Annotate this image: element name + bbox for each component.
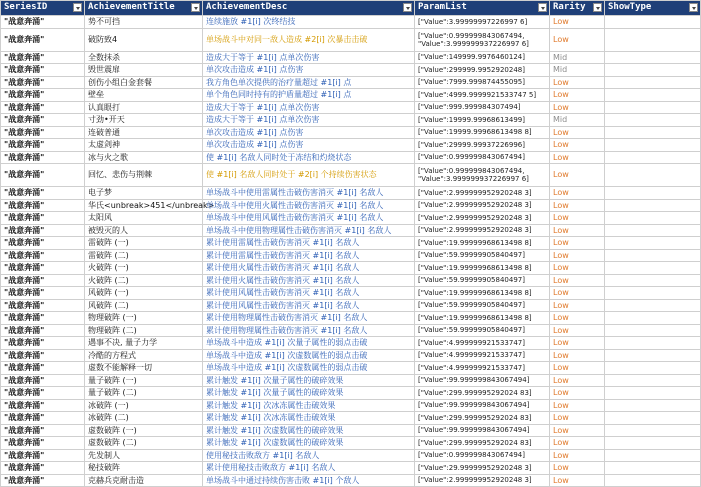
- cell-param-list[interactable]: ["Value":0.999999843067494, "Value":3.999999937226997 6]: [415, 164, 550, 187]
- cell-rarity[interactable]: Mid: [550, 64, 605, 77]
- cell-rarity[interactable]: Low: [550, 249, 605, 262]
- cell-achievement-desc[interactable]: 单场战斗中使用物理属性击破伤害消灭 #1[i] 名敌人: [203, 224, 415, 237]
- cell-rarity[interactable]: Low: [550, 387, 605, 400]
- cell-achievement-title[interactable]: 秘技破阵: [85, 462, 203, 475]
- cell-series-id[interactable]: "战意奔涌": [1, 249, 85, 262]
- cell-achievement-desc[interactable]: 累计触发 #1[i] 次量子属性的破碎效果: [203, 374, 415, 387]
- cell-rarity[interactable]: Low: [550, 224, 605, 237]
- cell-show-type[interactable]: [605, 151, 701, 164]
- cell-rarity[interactable]: Low: [550, 28, 605, 51]
- cell-rarity[interactable]: Low: [550, 374, 605, 387]
- table-row[interactable]: [1, 114, 701, 127]
- cell-achievement-title[interactable]: 物理破阵 (二): [85, 324, 203, 337]
- cell-show-type[interactable]: [605, 51, 701, 64]
- cell-param-list[interactable]: ["Value":7999.999874455095]: [415, 76, 550, 89]
- table-row[interactable]: [1, 224, 701, 237]
- table-row[interactable]: [1, 64, 701, 77]
- cell-achievement-desc[interactable]: 单场战斗中造成 #1[i] 次虚数属性的弱点击破: [203, 349, 415, 362]
- table-row[interactable]: [1, 139, 701, 152]
- cell-rarity[interactable]: Low: [550, 101, 605, 114]
- cell-param-list[interactable]: ["Value":19.99999968613498 8]: [415, 287, 550, 300]
- cell-rarity[interactable]: Low: [550, 362, 605, 375]
- cell-achievement-title[interactable]: 太虚剑神: [85, 139, 203, 152]
- table-row[interactable]: [1, 287, 701, 300]
- cell-achievement-desc[interactable]: 单场战斗中使用火属性击破伤害消灭 #1[i] 名敌人: [203, 199, 415, 212]
- cell-rarity[interactable]: Low: [550, 237, 605, 250]
- cell-param-list[interactable]: ["Value":19999.99968613499]: [415, 114, 550, 127]
- table-row[interactable]: [1, 101, 701, 114]
- cell-show-type[interactable]: [605, 262, 701, 275]
- table-row[interactable]: [1, 28, 701, 51]
- cell-achievement-desc[interactable]: 使用秘技击败敌方 #1[i] 名敌人: [203, 449, 415, 462]
- cell-show-type[interactable]: [605, 462, 701, 475]
- cell-achievement-title[interactable]: 雷破阵 (一): [85, 237, 203, 250]
- cell-show-type[interactable]: [605, 274, 701, 287]
- cell-param-list[interactable]: ["Value":99.999999843067494]: [415, 399, 550, 412]
- cell-achievement-title[interactable]: 虚数破阵 (一): [85, 424, 203, 437]
- cell-series-id[interactable]: "战意奔涌": [1, 89, 85, 102]
- cell-rarity[interactable]: Low: [550, 287, 605, 300]
- table-row[interactable]: [1, 151, 701, 164]
- cell-param-list[interactable]: ["Value":59.99999905840497]: [415, 324, 550, 337]
- cell-achievement-desc[interactable]: 单场战斗中通过持续伤害击败 #1[i] 个敌人: [203, 474, 415, 487]
- cell-achievement-desc[interactable]: 累计使用雷属性击破伤害消灭 #1[i] 名敌人: [203, 237, 415, 250]
- cell-series-id[interactable]: "战意奔涌": [1, 449, 85, 462]
- table-row[interactable]: [1, 412, 701, 425]
- cell-achievement-title[interactable]: 遇事不决, 量子力学: [85, 337, 203, 350]
- cell-param-list[interactable]: ["Value":19999.99968613498 8]: [415, 126, 550, 139]
- cell-series-id[interactable]: "战意奔涌": [1, 399, 85, 412]
- column-header-paramlist[interactable]: [415, 1, 550, 16]
- table-row[interactable]: [1, 324, 701, 337]
- cell-achievement-title[interactable]: 雷破阵 (二): [85, 249, 203, 262]
- cell-achievement-title[interactable]: 太阳风: [85, 212, 203, 225]
- cell-rarity[interactable]: Low: [550, 462, 605, 475]
- cell-param-list[interactable]: ["Value":299.999995292024 83]: [415, 412, 550, 425]
- cell-achievement-title[interactable]: 壁垒: [85, 89, 203, 102]
- column-header-achievementtitle[interactable]: [85, 1, 203, 16]
- cell-param-list[interactable]: ["Value":149999.9976460124]: [415, 51, 550, 64]
- cell-rarity[interactable]: Low: [550, 337, 605, 350]
- cell-series-id[interactable]: "战意奔涌": [1, 16, 85, 29]
- cell-achievement-title[interactable]: 冰破阵 (二): [85, 412, 203, 425]
- cell-param-list[interactable]: ["Value":59.99999905840497]: [415, 249, 550, 262]
- table-row[interactable]: [1, 424, 701, 437]
- cell-achievement-desc[interactable]: 累计使用秘技击败敌方 #1[i] 名敌人: [203, 462, 415, 475]
- cell-param-list[interactable]: ["Value":4.999999921533747]: [415, 349, 550, 362]
- cell-param-list[interactable]: ["Value":0.999999843067494]: [415, 151, 550, 164]
- table-row[interactable]: [1, 462, 701, 475]
- table-row[interactable]: [1, 274, 701, 287]
- cell-achievement-desc[interactable]: 累计使用火属性击破伤害消灭 #1[i] 名敌人: [203, 262, 415, 275]
- cell-achievement-desc[interactable]: 累计触发 #1[i] 次冰冻属性击破效果: [203, 412, 415, 425]
- cell-show-type[interactable]: [605, 237, 701, 250]
- cell-achievement-title[interactable]: 电子梦: [85, 187, 203, 200]
- table-row[interactable]: [1, 199, 701, 212]
- cell-param-list[interactable]: ["Value":2.999999952920248 3]: [415, 474, 550, 487]
- cell-show-type[interactable]: [605, 287, 701, 300]
- cell-param-list[interactable]: ["Value":4999.9999921533747 5]: [415, 89, 550, 102]
- cell-series-id[interactable]: "战意奔涌": [1, 437, 85, 450]
- cell-achievement-desc[interactable]: 单场战斗中对同一敌人造成 #2[i] 次暴击击破: [203, 28, 415, 51]
- cell-rarity[interactable]: Low: [550, 199, 605, 212]
- cell-series-id[interactable]: "战意奔涌": [1, 287, 85, 300]
- cell-series-id[interactable]: "战意奔涌": [1, 299, 85, 312]
- cell-param-list[interactable]: ["Value":2.999999952920248 3]: [415, 224, 550, 237]
- cell-achievement-desc[interactable]: 单次攻击造成 #1[i] 点伤害: [203, 126, 415, 139]
- cell-show-type[interactable]: [605, 212, 701, 225]
- table-row[interactable]: [1, 437, 701, 450]
- cell-param-list[interactable]: ["Value":99.999999843067494]: [415, 424, 550, 437]
- filter-dropdown-icon[interactable]: [191, 3, 200, 12]
- filter-dropdown-icon[interactable]: [689, 3, 698, 12]
- header-label: SeriesID: [4, 2, 48, 13]
- cell-achievement-title[interactable]: 创伤小组白金套餐: [85, 76, 203, 89]
- cell-series-id[interactable]: "战意奔涌": [1, 151, 85, 164]
- cell-achievement-title[interactable]: 虚数不能解释一切: [85, 362, 203, 375]
- header-label: ParamList: [418, 2, 467, 13]
- cell-show-type[interactable]: [605, 224, 701, 237]
- cell-param-list[interactable]: ["Value":19.99999968613498 8]: [415, 262, 550, 275]
- cell-achievement-desc[interactable]: 我方角色单次提供的治疗量超过 #1[i] 点: [203, 76, 415, 89]
- cell-achievement-desc[interactable]: 单场战斗中使用风属性击破伤害消灭 #1[i] 名敌人: [203, 212, 415, 225]
- cell-show-type[interactable]: [605, 64, 701, 77]
- table-row[interactable]: [1, 249, 701, 262]
- table-row[interactable]: [1, 51, 701, 64]
- table-row[interactable]: [1, 164, 701, 187]
- cell-series-id[interactable]: "战意奔涌": [1, 274, 85, 287]
- cell-series-id[interactable]: "战意奔涌": [1, 51, 85, 64]
- cell-series-id[interactable]: "战意奔涌": [1, 237, 85, 250]
- cell-achievement-desc[interactable]: 连续施放 #1[i] 次终结技: [203, 16, 415, 29]
- cell-series-id[interactable]: "战意奔涌": [1, 374, 85, 387]
- column-header-showtype[interactable]: [605, 1, 701, 16]
- cell-achievement-title[interactable]: 克赫兵克耐击造: [85, 474, 203, 487]
- table-row[interactable]: [1, 374, 701, 387]
- filter-dropdown-icon[interactable]: [538, 3, 547, 12]
- table-row[interactable]: [1, 312, 701, 325]
- cell-rarity[interactable]: Mid: [550, 51, 605, 64]
- cell-achievement-title[interactable]: 风破阵 (二): [85, 299, 203, 312]
- cell-series-id[interactable]: "战意奔涌": [1, 424, 85, 437]
- table-row[interactable]: [1, 399, 701, 412]
- cell-achievement-title[interactable]: 量子破阵 (二): [85, 387, 203, 400]
- cell-series-id[interactable]: "战意奔涌": [1, 28, 85, 51]
- table-row[interactable]: [1, 212, 701, 225]
- cell-param-list[interactable]: ["Value":29999.99937226996]: [415, 139, 550, 152]
- cell-series-id[interactable]: "战意奔涌": [1, 224, 85, 237]
- cell-show-type[interactable]: [605, 374, 701, 387]
- table-row[interactable]: [1, 449, 701, 462]
- cell-show-type[interactable]: [605, 424, 701, 437]
- cell-show-type[interactable]: [605, 101, 701, 114]
- cell-series-id[interactable]: "战意奔涌": [1, 212, 85, 225]
- cell-series-id[interactable]: "战意奔涌": [1, 362, 85, 375]
- filter-dropdown-icon[interactable]: [403, 3, 412, 12]
- cell-param-list[interactable]: ["Value":299.999995292024 83]: [415, 387, 550, 400]
- cell-series-id[interactable]: "战意奔涌": [1, 262, 85, 275]
- cell-param-list[interactable]: ["Value":299999.9952920248]: [415, 64, 550, 77]
- cell-param-list[interactable]: ["Value":2.999999952920248 3]: [415, 187, 550, 200]
- cell-achievement-title[interactable]: 冰破阵 (一): [85, 399, 203, 412]
- cell-achievement-title[interactable]: 虚数破阵 (二): [85, 437, 203, 450]
- table-row[interactable]: [1, 76, 701, 89]
- cell-show-type[interactable]: [605, 139, 701, 152]
- cell-achievement-title[interactable]: 寸劲•开天: [85, 114, 203, 127]
- cell-param-list[interactable]: ["Value":0.999999843067494]: [415, 449, 550, 462]
- cell-rarity[interactable]: Low: [550, 424, 605, 437]
- cell-achievement-desc[interactable]: 累计使用风属性击破伤害消灭 #1[i] 名敌人: [203, 287, 415, 300]
- cell-achievement-title[interactable]: 先发制人: [85, 449, 203, 462]
- cell-achievement-desc[interactable]: 造成大于等于 #1[i] 点单次伤害: [203, 51, 415, 64]
- cell-achievement-title[interactable]: 冰与火之歌: [85, 151, 203, 164]
- cell-rarity[interactable]: Low: [550, 474, 605, 487]
- table-row[interactable]: [1, 474, 701, 487]
- cell-show-type[interactable]: [605, 76, 701, 89]
- cell-achievement-title[interactable]: 物理破阵 (一): [85, 312, 203, 325]
- cell-show-type[interactable]: [605, 249, 701, 262]
- cell-show-type[interactable]: [605, 28, 701, 51]
- filter-dropdown-icon[interactable]: [73, 3, 82, 12]
- cell-rarity[interactable]: Low: [550, 16, 605, 29]
- cell-series-id[interactable]: "战意奔涌": [1, 187, 85, 200]
- cell-achievement-title[interactable]: 回忆、悲伤与荆棘: [85, 164, 203, 187]
- cell-series-id[interactable]: "战意奔涌": [1, 474, 85, 487]
- cell-achievement-title[interactable]: 火破阵 (一): [85, 262, 203, 275]
- table-row[interactable]: [1, 349, 701, 362]
- cell-rarity[interactable]: Low: [550, 299, 605, 312]
- cell-achievement-title[interactable]: 连破普通: [85, 126, 203, 139]
- cell-show-type[interactable]: [605, 312, 701, 325]
- header-label: AchievementTitle: [88, 2, 175, 13]
- cell-achievement-desc[interactable]: 单个角色同时持有的护盾量超过 #1[i] 点: [203, 89, 415, 102]
- cell-rarity[interactable]: Low: [550, 412, 605, 425]
- cell-achievement-title[interactable]: 破防致4: [85, 28, 203, 51]
- cell-achievement-desc[interactable]: 累计使用火属性击破伤害消灭 #1[i] 名敌人: [203, 274, 415, 287]
- cell-series-id[interactable]: "战意奔涌": [1, 164, 85, 187]
- cell-show-type[interactable]: [605, 412, 701, 425]
- cell-series-id[interactable]: "战意奔涌": [1, 462, 85, 475]
- cell-show-type[interactable]: [605, 324, 701, 337]
- cell-series-id[interactable]: "战意奔涌": [1, 139, 85, 152]
- cell-achievement-desc[interactable]: 单场战斗中造成 #1[i] 次量子属性的弱点击破: [203, 337, 415, 350]
- table-row[interactable]: [1, 89, 701, 102]
- cell-achievement-title[interactable]: 全数抹杀: [85, 51, 203, 64]
- cell-achievement-desc[interactable]: 使 #1[i] 名敌人同时处于冻结和灼烧状态: [203, 151, 415, 164]
- cell-show-type[interactable]: [605, 449, 701, 462]
- cell-rarity[interactable]: Low: [550, 89, 605, 102]
- cell-show-type[interactable]: [605, 399, 701, 412]
- cell-series-id[interactable]: "战意奔涌": [1, 101, 85, 114]
- cell-achievement-title[interactable]: 风破阵 (一): [85, 287, 203, 300]
- cell-param-list[interactable]: ["Value":0.999999843067494, "Value":3.999999937226997 6]: [415, 28, 550, 51]
- cell-show-type[interactable]: [605, 349, 701, 362]
- cell-show-type[interactable]: [605, 299, 701, 312]
- cell-achievement-title[interactable]: 认真眼打: [85, 101, 203, 114]
- cell-achievement-title[interactable]: 量子破阵 (一): [85, 374, 203, 387]
- cell-show-type[interactable]: [605, 16, 701, 29]
- cell-param-list[interactable]: ["Value":59.99999905840497]: [415, 274, 550, 287]
- cell-show-type[interactable]: [605, 474, 701, 487]
- cell-rarity[interactable]: Low: [550, 76, 605, 89]
- cell-rarity[interactable]: Low: [550, 324, 605, 337]
- cell-series-id[interactable]: "战意奔涌": [1, 337, 85, 350]
- table-row[interactable]: [1, 187, 701, 200]
- cell-achievement-desc[interactable]: 累计触发 #1[i] 次量子属性的破碎效果: [203, 387, 415, 400]
- cell-rarity[interactable]: Low: [550, 212, 605, 225]
- cell-series-id[interactable]: "战意奔涌": [1, 312, 85, 325]
- cell-achievement-desc[interactable]: 累计触发 #1[i] 次虚数属性的破碎效果: [203, 424, 415, 437]
- cell-achievement-desc[interactable]: 单场战斗中造成 #1[i] 次虚数属性的弱点击破: [203, 362, 415, 375]
- cell-rarity[interactable]: Low: [550, 349, 605, 362]
- cell-series-id[interactable]: "战意奔涌": [1, 387, 85, 400]
- cell-rarity[interactable]: Low: [550, 449, 605, 462]
- cell-achievement-title[interactable]: 华氏<unbreak>451</unbreak>: [85, 199, 203, 212]
- cell-show-type[interactable]: [605, 387, 701, 400]
- cell-show-type[interactable]: [605, 89, 701, 102]
- cell-achievement-desc[interactable]: 造成大于等于 #1[i] 点单次伤害: [203, 101, 415, 114]
- cell-param-list[interactable]: ["Value":59.99999905840497]: [415, 299, 550, 312]
- cell-achievement-desc[interactable]: 累计触发 #1[i] 次虚数属性的破碎效果: [203, 437, 415, 450]
- cell-achievement-desc[interactable]: 使 #1[i] 名敌人同时处于 #2[i] 个持续伤害状态: [203, 164, 415, 187]
- cell-show-type[interactable]: [605, 437, 701, 450]
- cell-param-list[interactable]: ["Value":19.99999968613498 8]: [415, 312, 550, 325]
- cell-series-id[interactable]: "战意奔涌": [1, 199, 85, 212]
- filter-dropdown-icon[interactable]: [593, 3, 602, 12]
- cell-rarity[interactable]: Low: [550, 262, 605, 275]
- cell-series-id[interactable]: "战意奔涌": [1, 126, 85, 139]
- cell-param-list[interactable]: ["Value":999.999984307494]: [415, 101, 550, 114]
- table-row[interactable]: [1, 387, 701, 400]
- cell-show-type[interactable]: [605, 362, 701, 375]
- column-header-rarity[interactable]: [550, 1, 605, 16]
- cell-rarity[interactable]: Low: [550, 139, 605, 152]
- header-row: [1, 1, 701, 16]
- cell-achievement-desc[interactable]: 累计使用雷属性击破伤害消灭 #1[i] 名敌人: [203, 249, 415, 262]
- cell-param-list[interactable]: ["Value":299.999995292024 83]: [415, 437, 550, 450]
- cell-series-id[interactable]: "战意奔涌": [1, 349, 85, 362]
- column-header-seriesid[interactable]: [1, 1, 85, 16]
- cell-rarity[interactable]: Low: [550, 126, 605, 139]
- cell-achievement-desc[interactable]: 单次攻击造成 #1[i] 点伤害: [203, 64, 415, 77]
- cell-param-list[interactable]: ["Value":2.999999952920248 3]: [415, 212, 550, 225]
- cell-achievement-desc[interactable]: 单场战斗中使用雷属性击破伤害消灭 #1[i] 名敌人: [203, 187, 415, 200]
- cell-show-type[interactable]: [605, 114, 701, 127]
- cell-rarity[interactable]: Low: [550, 151, 605, 164]
- cell-rarity[interactable]: Low: [550, 399, 605, 412]
- cell-param-list[interactable]: ["Value":2.999999952920248 3]: [415, 199, 550, 212]
- cell-achievement-desc[interactable]: 累计使用物理属性击破伤害消灭 #1[i] 名敌人: [203, 324, 415, 337]
- cell-achievement-desc[interactable]: 累计使用物理属性击破伤害消灭 #1[i] 名敌人: [203, 312, 415, 325]
- table-row[interactable]: [1, 299, 701, 312]
- cell-achievement-title[interactable]: 火破阵 (二): [85, 274, 203, 287]
- cell-series-id[interactable]: "战意奔涌": [1, 324, 85, 337]
- header-label: ShowType: [608, 2, 652, 13]
- cell-param-list[interactable]: ["Value":19.99999968613498 8]: [415, 237, 550, 250]
- table-row[interactable]: [1, 237, 701, 250]
- cell-series-id[interactable]: "战意奔涌": [1, 76, 85, 89]
- cell-param-list[interactable]: ["Value":29.99999952920248 3]: [415, 462, 550, 475]
- cell-param-list[interactable]: ["Value":4.999999921533747]: [415, 337, 550, 350]
- cell-series-id[interactable]: "战意奔涌": [1, 412, 85, 425]
- cell-rarity[interactable]: Mid: [550, 114, 605, 127]
- cell-param-list[interactable]: ["Value":4.999999921533747]: [415, 362, 550, 375]
- column-header-achievementdesc[interactable]: [203, 1, 415, 16]
- cell-param-list[interactable]: ["Value":99.999999843067494]: [415, 374, 550, 387]
- header-label: Rarity: [553, 2, 586, 13]
- cell-achievement-title[interactable]: 毁世震扉: [85, 64, 203, 77]
- table-row[interactable]: [1, 337, 701, 350]
- cell-show-type[interactable]: [605, 199, 701, 212]
- cell-achievement-desc[interactable]: 累计使用风属性击破伤害消灭 #1[i] 名敌人: [203, 299, 415, 312]
- table-body: [1, 16, 701, 487]
- cell-achievement-title[interactable]: 势不可挡: [85, 16, 203, 29]
- cell-rarity[interactable]: Low: [550, 437, 605, 450]
- cell-rarity[interactable]: Low: [550, 164, 605, 187]
- cell-show-type[interactable]: [605, 164, 701, 187]
- table-row[interactable]: [1, 362, 701, 375]
- cell-series-id[interactable]: "战意奔涌": [1, 114, 85, 127]
- cell-achievement-title[interactable]: 被毁灭的人: [85, 224, 203, 237]
- cell-rarity[interactable]: Low: [550, 312, 605, 325]
- cell-rarity[interactable]: Low: [550, 187, 605, 200]
- cell-achievement-desc[interactable]: 造成大于等于 #1[i] 点单次伤害: [203, 114, 415, 127]
- header-label: AchievementDesc: [206, 2, 288, 13]
- cell-achievement-title[interactable]: 冷酷的方程式: [85, 349, 203, 362]
- cell-show-type[interactable]: [605, 126, 701, 139]
- cell-rarity[interactable]: Low: [550, 274, 605, 287]
- cell-series-id[interactable]: "战意奔涌": [1, 64, 85, 77]
- cell-show-type[interactable]: [605, 187, 701, 200]
- table-row[interactable]: [1, 126, 701, 139]
- table-row[interactable]: [1, 16, 701, 29]
- table-row[interactable]: [1, 262, 701, 275]
- cell-achievement-desc[interactable]: 单次攻击造成 #1[i] 点伤害: [203, 139, 415, 152]
- cell-achievement-desc[interactable]: 累计触发 #1[i] 次冰冻属性击破效果: [203, 399, 415, 412]
- cell-param-list[interactable]: ["Value":3.99999997226997 6]: [415, 16, 550, 29]
- cell-show-type[interactable]: [605, 337, 701, 350]
